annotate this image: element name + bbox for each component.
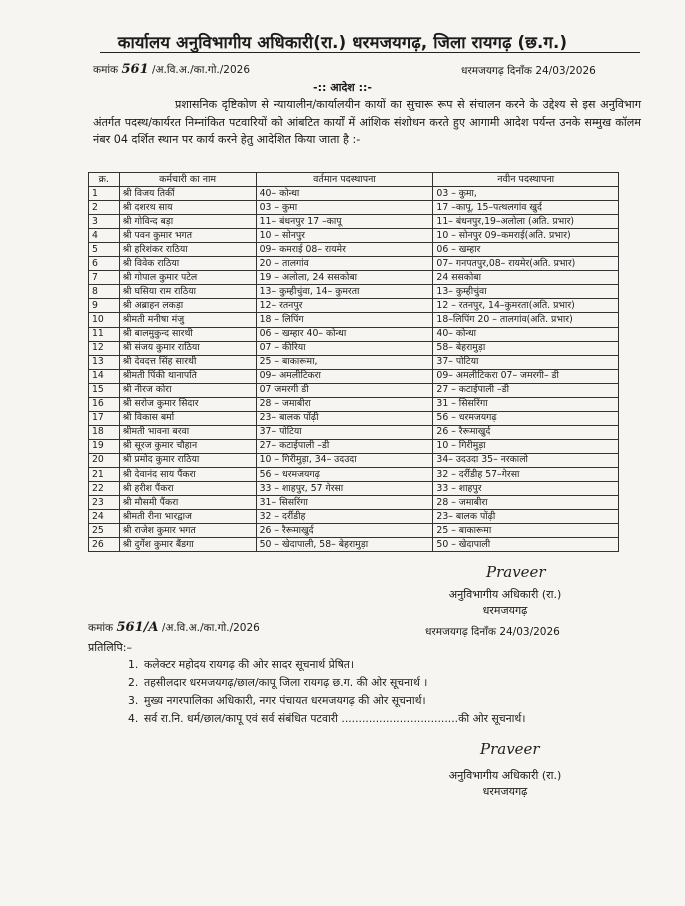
row-serial: 8	[89, 285, 120, 299]
new-posting: 10 – गिरीमुड़ा	[433, 439, 619, 453]
current-posting: 27– कटाईपाली –डी	[256, 439, 433, 453]
new-posting: 11– बंधनपुर,19–अलोला (अति. प्रभार)	[433, 215, 619, 229]
table-row	[89, 187, 619, 201]
copy-recipient-list	[128, 656, 608, 728]
new-posting: 24 ससकोबा	[433, 271, 619, 285]
new-posting: 18–लिपिंग 20 – तालगांव(अति. प्रभार)	[433, 313, 619, 327]
ref-prefix: कमांक	[93, 64, 119, 76]
new-posting: 06 – खम्हार	[433, 243, 619, 257]
table-row	[89, 229, 619, 243]
order-intro-text	[93, 96, 641, 149]
new-posting: 40– कोन्धा	[433, 327, 619, 341]
row-serial: 13	[89, 355, 120, 369]
row-serial: 1	[89, 187, 120, 201]
new-posting: 34– उदउदा 35– नरकालो	[433, 453, 619, 467]
table-row	[89, 327, 619, 341]
new-posting: 25 – बाकारूमा	[433, 524, 619, 538]
employee-name: श्री दुर्गेश कुमार बैंडगा	[119, 538, 256, 552]
new-posting: 07– गनपतपुर,08– रायमेर(अति. प्रभार)	[433, 257, 619, 271]
table-row	[89, 425, 619, 439]
table-row	[89, 397, 619, 411]
employee-name: श्रीमती भावना बरवा	[119, 425, 256, 439]
new-posting: 10 – सोनपुर 09–कमराई(अति. प्रभार)	[433, 229, 619, 243]
employee-name: श्री विकास बर्मा	[119, 411, 256, 425]
copy-ref-number: 561/A	[116, 620, 159, 635]
table-row	[89, 369, 619, 383]
row-serial: 2	[89, 201, 120, 215]
current-posting: 13– कुम्हीचुंवा, 14– कुमरता	[256, 285, 433, 299]
table-row	[89, 411, 619, 425]
employee-name: श्री दशरथ साय	[119, 201, 256, 215]
table-row	[89, 355, 619, 369]
current-posting: 10 – सोनपुर	[256, 229, 433, 243]
row-serial: 18	[89, 425, 120, 439]
new-posting: 28 – जमाबीरा	[433, 496, 619, 510]
current-posting: 50 – खेदापाली, 58– बेहरामुड़ा	[256, 538, 433, 552]
new-posting: 03 – कुमा,	[433, 187, 619, 201]
row-serial: 14	[89, 369, 120, 383]
row-serial: 16	[89, 397, 120, 411]
row-serial: 4	[89, 229, 120, 243]
employee-name: श्री हरिशंकर राठिया	[119, 243, 256, 257]
copy-reference	[88, 620, 260, 635]
employee-name: श्री विजय तिर्की	[119, 187, 256, 201]
current-posting: 09– कमराई 08– रायमेर	[256, 243, 433, 257]
table-row	[89, 538, 619, 552]
table-row	[89, 201, 619, 215]
new-posting: 27 – कटाईपाली –डी	[433, 383, 619, 397]
current-posting: 07 जमरगी डी	[256, 383, 433, 397]
row-serial: 24	[89, 510, 120, 524]
employee-name: श्री मौसमी पैंकरा	[119, 496, 256, 510]
table-row	[89, 341, 619, 355]
order-reference	[93, 62, 250, 77]
employee-name: श्री बालमुकुन्द सारथी	[119, 327, 256, 341]
row-serial: 20	[89, 453, 120, 467]
employee-name: श्री देवानंद साय पैंकरा	[119, 467, 256, 481]
current-posting: 10 – गिरीमुड़ा, 34– उदउदा	[256, 453, 433, 467]
row-serial: 15	[89, 383, 120, 397]
new-posting: 33 – शाहपुर	[433, 482, 619, 496]
row-serial: 7	[89, 271, 120, 285]
table-row	[89, 467, 619, 481]
current-posting: 25 – बाकारूमा,	[256, 355, 433, 369]
employee-name: श्री राजेश कुमार भगत	[119, 524, 256, 538]
new-posting: 09– अमलीटिकरा 07– जमरगी– डी	[433, 369, 619, 383]
row-serial: 5	[89, 243, 120, 257]
row-serial: 3	[89, 215, 120, 229]
current-posting: 26 – रैरूमाखुर्द	[256, 524, 433, 538]
table-row	[89, 510, 619, 524]
table-row	[89, 215, 619, 229]
employee-name: श्री संजय कुमार राठिया	[119, 341, 256, 355]
list-item: 2. तहसीलदार धरमजयगढ़/छाल/कापू जिला रायगढ़ छ.ग. की ओर सूचनार्थ ।	[128, 676, 428, 689]
copy-date: धरमजयगढ़ दिनाँक 24/03/2026	[425, 626, 560, 638]
intro-body: प्रशासनिक दृष्टिकोण से न्यायालीन/कार्यालयीन कायों का सुचारू रूप से संचालन करने के उद्देश्य से इस अनुविभाग अंतर्गत पदस्थ/कार्यरत निम्नांकित पटवारियों को आंबटित कार्यों में आंशिक संशोधन करते हुए आगामी आदेश पर्यन्त उनके सम्मुख कॉलम नंबर 04 दर्शित स्थान पर कार्य करने हेतु आदेशित किया जाता है :-	[93, 98, 641, 146]
signature-block-1	[430, 587, 580, 619]
employee-name: श्रीमती पिंकी थानापति	[119, 369, 256, 383]
employee-name: श्री घसिया राम राठिया	[119, 285, 256, 299]
row-serial: 25	[89, 524, 120, 538]
ref-suffix: /अ.वि.अ./का.गो./2026	[151, 64, 251, 76]
office-title: कार्यालय अनुविभागीय अधिकारी(रा.) धरमजयगढ़, जिला रायगढ़ (छ.ग.)	[117, 33, 568, 52]
header-current-posting: वर्तमान पदस्थापना	[256, 173, 433, 187]
new-posting: 23– बालक पोंढ़ी	[433, 510, 619, 524]
current-posting: 03 – कुमा	[256, 201, 433, 215]
table-row	[89, 313, 619, 327]
signatory-designation: अनुविभागीय अधिकारी (रा.)	[448, 588, 562, 601]
row-serial: 23	[89, 496, 120, 510]
signatory-place: धरमजयगढ़	[482, 604, 528, 617]
row-serial: 6	[89, 257, 120, 271]
table-row	[89, 524, 619, 538]
header-employee-name: कर्मचारी का नाम	[119, 173, 256, 187]
copy-ref-suffix: /अ.वि.अ./का.गो./2026	[161, 622, 260, 634]
new-posting: 26 – रैरूमाखुर्द	[433, 425, 619, 439]
table-header-row	[89, 173, 619, 187]
employee-name: श्री सूरज कुमार चौहान	[119, 439, 256, 453]
employee-name: श्री गोविन्द बड़ा	[119, 215, 256, 229]
current-posting: 56 – धरमजयगढ़	[256, 467, 433, 481]
header-serial: क्र.	[89, 173, 120, 187]
current-posting: 18 – लिपिंग	[256, 313, 433, 327]
current-posting: 07 – कीरिया	[256, 341, 433, 355]
order-date: धरमजयगढ़ दिनाँक 24/03/2026	[461, 65, 596, 77]
current-posting: 20 – तालगांव	[256, 257, 433, 271]
signature-block-2	[430, 768, 580, 800]
new-posting: 37– पोटिया	[433, 355, 619, 369]
new-posting: 58– बेहरामुड़ा	[433, 341, 619, 355]
signatory-place: धरमजयगढ़	[482, 785, 528, 798]
new-posting: 56 – धरमजयगढ़	[433, 411, 619, 425]
row-serial: 12	[89, 341, 120, 355]
table-row	[89, 383, 619, 397]
current-posting: 06 – खम्हार 40– कोन्धा	[256, 327, 433, 341]
current-posting: 40– कोन्धा	[256, 187, 433, 201]
row-serial: 21	[89, 467, 120, 481]
table-row	[89, 243, 619, 257]
new-posting: 17 –कापू, 15–पत्थलगांव खुर्द	[433, 201, 619, 215]
signatory-designation: अनुविभागीय अधिकारी (रा.)	[448, 769, 562, 782]
copy-ref-prefix: कमांक	[88, 622, 114, 634]
current-posting: 32 – दर्रीडीह	[256, 510, 433, 524]
new-posting: 50 – खेदापाली	[433, 538, 619, 552]
copy-heading: प्रतिलिपि:–	[88, 641, 132, 654]
order-heading: -:: आदेश ::-	[313, 81, 372, 94]
current-posting: 33 – शाहपुर, 57 गेरसा	[256, 482, 433, 496]
new-posting: 13– कुम्हीचुंवा	[433, 285, 619, 299]
new-posting: 32 – दर्रीडीह 57–गेरसा	[433, 467, 619, 481]
table-body	[89, 187, 619, 552]
current-posting: 37– पोटिया	[256, 425, 433, 439]
list-item: 4. सर्व रा.नि. धर्म/छाल/कापू एवं सर्व संबंधित पटवारी ..................................की ओर सूचनार्थ।	[128, 712, 526, 725]
table-row	[89, 271, 619, 285]
current-posting: 09– अमलीटिकरा	[256, 369, 433, 383]
row-serial: 9	[89, 299, 120, 313]
signature-1: Praveer	[486, 563, 546, 581]
employee-name: श्री नीरज कोरा	[119, 383, 256, 397]
ref-number: 561	[121, 62, 149, 77]
header-new-posting: नवीन पदस्थापना	[433, 173, 619, 187]
list-item: 3. मुख्य नगरपालिका अधिकारी, नगर पंचायत धरमजयगढ़ की ओर सूचनार्थ।	[128, 694, 426, 707]
row-serial: 10	[89, 313, 120, 327]
employee-name: श्री विवेक राठिया	[119, 257, 256, 271]
table-row	[89, 439, 619, 453]
employee-name: श्री अब्राहन लकड़ा	[119, 299, 256, 313]
current-posting: 12– रतनपुर	[256, 299, 433, 313]
table-row	[89, 482, 619, 496]
employee-name: श्री सरोज कुमार सिदार	[119, 397, 256, 411]
current-posting: 19 – अलोला, 24 ससकोबा	[256, 271, 433, 285]
current-posting: 28 – जमाबीरा	[256, 397, 433, 411]
employee-name: श्री प्रमोद कुमार राठिया	[119, 453, 256, 467]
employee-name: श्री देवदत्त सिंह सारथी	[119, 355, 256, 369]
row-serial: 26	[89, 538, 120, 552]
new-posting: 12 – रतनपुर, 14–कुमरता(अति. प्रभार)	[433, 299, 619, 313]
row-serial: 22	[89, 482, 120, 496]
employee-name: श्रीमती रीना भारद्वाज	[119, 510, 256, 524]
current-posting: 11– बंधनपुर 17 –कापू	[256, 215, 433, 229]
current-posting: 23– बालक पोंढ़ी	[256, 411, 433, 425]
new-posting: 31 – सिसरिंगा	[433, 397, 619, 411]
row-serial: 11	[89, 327, 120, 341]
employee-name: श्री गोपाल कुमार पटेल	[119, 271, 256, 285]
employee-name: श्रीमती मनीषा मंजु	[119, 313, 256, 327]
title-underline	[100, 52, 640, 53]
signature-2: Praveer	[480, 740, 540, 758]
employee-name: श्री पवन कुमार भगत	[119, 229, 256, 243]
posting-table	[88, 172, 619, 552]
current-posting: 31– सिसरिंगा	[256, 496, 433, 510]
table-row	[89, 496, 619, 510]
table-row	[89, 285, 619, 299]
table-row	[89, 299, 619, 313]
row-serial: 19	[89, 439, 120, 453]
list-item: 1. कलेक्टर महोदय रायगढ़ की ओर सादर सूचनार्थ प्रेषित।	[128, 658, 355, 671]
row-serial: 17	[89, 411, 120, 425]
employee-name: श्री हरीश पैंकरा	[119, 482, 256, 496]
table-row	[89, 257, 619, 271]
table-row	[89, 453, 619, 467]
